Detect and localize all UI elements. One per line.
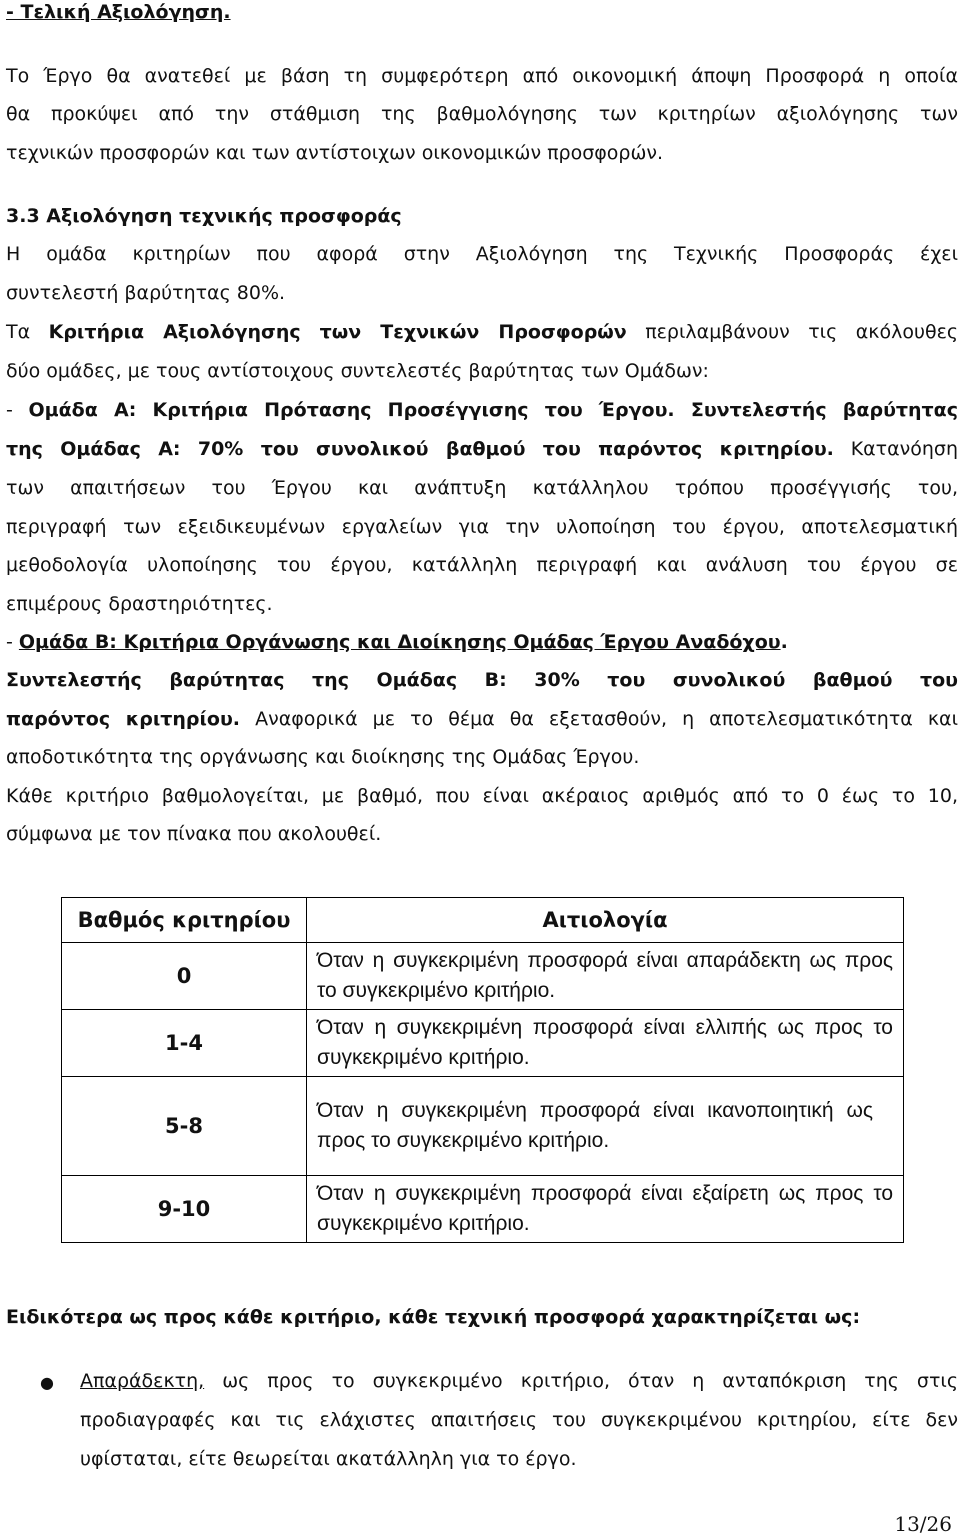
reason-cell: Όταν η συγκεκριμένη προσφορά είναι απαράδεκτη ως προς το συγκεκριμένο κριτήριο. [307,943,904,1010]
group-a-line-2 [6,437,958,461]
bullet-icon: ● [40,1373,54,1392]
grade-cell: 1-4 [62,1010,307,1077]
p2-bold-term: Κριτήρια Αξιολόγησης των Τεχνικών Προσφορών [48,321,627,343]
intro-line-1: Το Έργο θα ανατεθεί με βάση τη συμφερότερη από οικονομική άποψη Προσφορά η οποία [6,65,958,87]
group-a-line-6: επιμέρους δραστηριότητες. [6,593,273,615]
reason-cell: Όταν η συγκεκριμένη προσφορά είναι ελλιπής ως προς το συγκεκριμένο κριτήριο. [307,1010,904,1077]
group-a-desc-start: Κατανόηση [833,438,959,460]
table-header-row [62,898,904,943]
bullet-line-1 [80,1369,958,1393]
specific-heading: Ειδικότερα ως προς κάθε κριτήριο, κάθε τεχνική προσφορά χαρακτηρίζεται ως: [6,1306,861,1328]
grade-cell: 5-8 [62,1077,307,1176]
bullet-text: ως προς το συγκεκριμένο κριτήριο, όταν η ανταπόκριση της στις [204,1370,958,1392]
table-row [62,943,904,1010]
intro-line-2: θα προκύψει από την στάθμιση της βαθμολόγησης των κριτηρίων αξιολόγησης των [6,103,958,125]
section-title: 3.3 Αξιολόγηση τεχνικής προσφοράς [6,205,402,227]
group-a-line-4: περιγραφή των εξειδικευμένων εργαλείων για την υλοποίηση του έργου, αποτελεσματική [6,516,958,538]
group-b-title-end: . [780,631,788,653]
group-a-line-1 [6,398,958,422]
group-b-line-1 [6,630,958,654]
page-number: 13/26 [894,1512,952,1536]
reason-cell: Όταν η συγκεκριμένη προσφορά είναι ικανοποιητική ως προς το συγκεκριμένο κριτήριο. [307,1077,904,1176]
group-b-dash: - [6,631,19,653]
section-p1-line-2: συντελεστή βαρύτητας 80%. [6,282,286,304]
grade-cell: 0 [62,943,307,1010]
grading-table [61,897,904,1243]
heading-text: - Τελική Αξιολόγηση. [6,1,231,23]
grade-cell: 9-10 [62,1176,307,1243]
group-b-line-2: Συντελεστής βαρύτητας της Ομάδας Β: 30% του συνολικού βαθμού του [6,669,958,691]
scoring-line-2: σύμφωνα με τον πίνακα που ακολουθεί. [6,823,382,845]
section-p1-line-1: Η ομάδα κριτηρίων που αφορά στην Αξιολόγηση της Τεχνικής Προσφοράς έχει [6,243,958,265]
group-a-line-5: μεθοδολογία υλοποίησης του έργου, κατάλληλη περιγραφή και ανάλυση του έργου σε [6,554,958,576]
table-row [62,1176,904,1243]
group-a-title: Ομάδα Α: Κριτήρια Πρότασης Προσέγγισης του Έργου. Συντελεστής βαρύτητας [28,399,958,421]
table-row [62,1010,904,1077]
section-p2-line-2: δύο ομάδες, με τους αντίστοιχους συντελεστές βαρύτητας των Ομάδων: [6,360,709,382]
header-grade: Βαθμός κριτηρίου [62,898,307,943]
group-b-weight-end: παρόντος κριτηρίου. [6,708,241,730]
group-a-dash: - [6,399,29,421]
final-evaluation-heading [6,0,958,24]
header-reason: Αιτιολογία [307,898,904,943]
scoring-line-1: Κάθε κριτήριο βαθμολογείται, με βαθμό, που είναι ακέραιος αριθμός από το 0 έως το 10, [6,785,958,807]
reason-cell: Όταν η συγκεκριμένη προσφορά είναι εξαίρετη ως προς το συγκεκριμένο κριτήριο. [307,1176,904,1243]
p2-prefix: Τα [6,321,49,343]
group-a-line-3: των απαιτήσεων του Έργου και ανάπτυξη κατάλληλου τρόπου προσέγγισής του, [6,477,958,499]
intro-line-3: τεχνικών προσφορών και των αντίστοιχων οικονομικών προσφορών. [6,142,664,164]
group-b-desc: Αναφορικά με το θέμα θα εξετασθούν, η αποτελεσματικότητα και [240,708,958,730]
section-p2-line-1 [6,320,958,344]
group-b-line-3 [6,707,958,731]
p2-suffix: περιλαμβάνουν τις ακόλουθες [626,321,958,343]
bullet-line-2: προδιαγραφές και τις ελάχιστες απαιτήσεις του συγκεκριμένου κριτηρίου, είτε δεν [80,1409,958,1431]
bullet-line-3: υφίσταται, είτε θεωρείται ακατάλληλη για το έργο. [80,1448,577,1470]
table-row [62,1077,904,1176]
group-b-line-4: αποδοτικότητα της οργάνωσης και διοίκησης της Ομάδας Έργου. [6,746,640,768]
group-a-weight: της Ομάδας Α: 70% του συνολικού βαθμού του παρόντος κριτηρίου. [6,438,834,460]
group-b-title: Ομάδα Β: Κριτήρια Οργάνωσης και Διοίκησης Ομάδας Έργου Αναδόχου [18,631,781,653]
bullet-term: Απαράδεκτη, [80,1370,205,1392]
